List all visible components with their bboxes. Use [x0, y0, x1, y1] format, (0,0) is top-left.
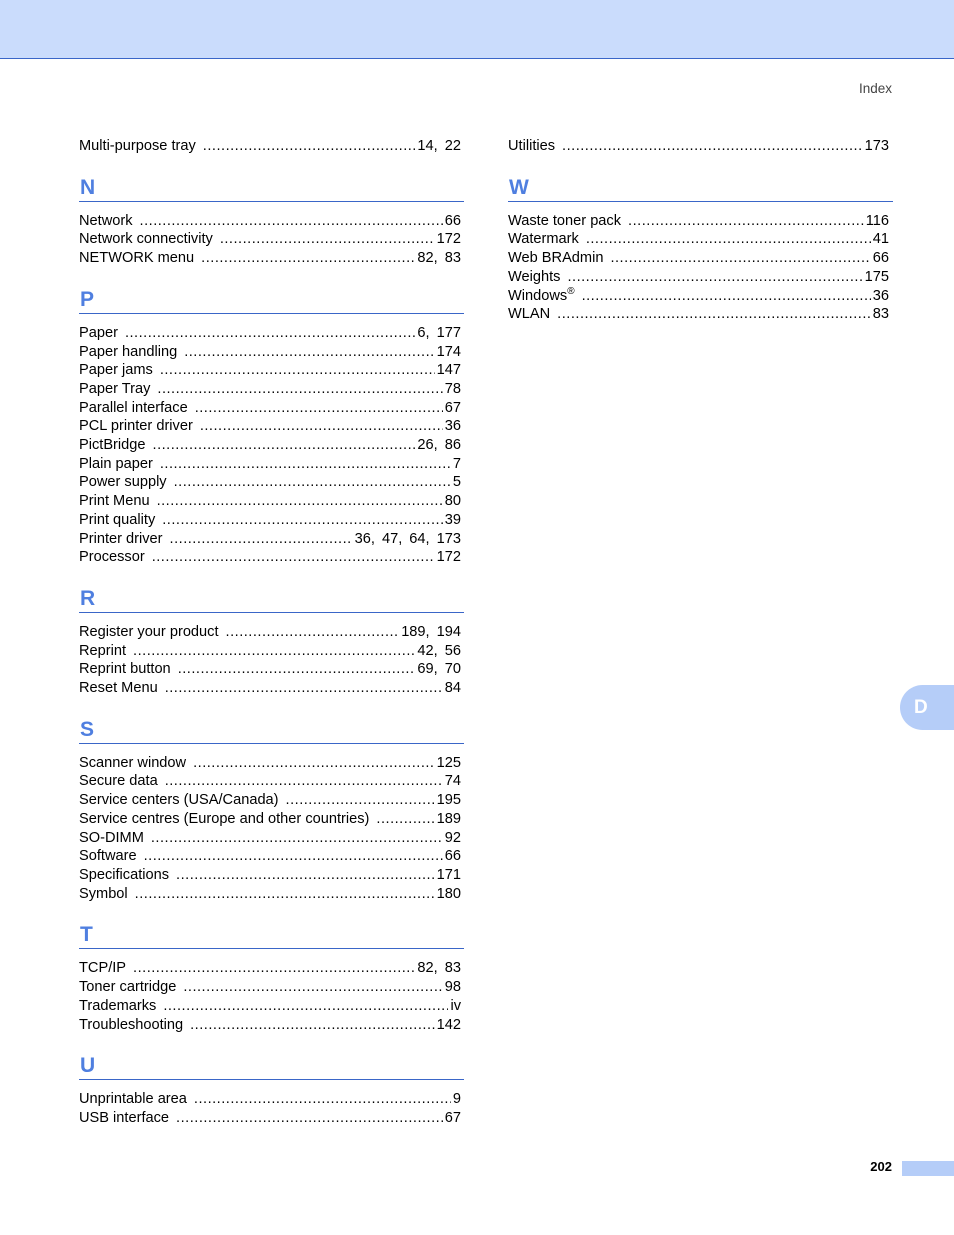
index-term: [79, 772, 158, 791]
index-term-text: Power supply: [79, 474, 167, 491]
index-page-refs[interactable]: 172: [436, 549, 461, 566]
index-page-refs[interactable]: 173: [864, 138, 889, 154]
index-term-text: Print Menu: [79, 493, 150, 510]
index-term-text: USB interface: [79, 1109, 170, 1126]
index-entry: [79, 679, 464, 698]
index-term-text: Reprint button: [79, 661, 171, 678]
dot-leader: [176, 866, 435, 885]
dot-leader: [557, 305, 871, 324]
dot-leader: [170, 530, 353, 549]
index-term-text: Processor: [79, 549, 145, 566]
dot-leader: [200, 417, 443, 436]
index-term: [79, 492, 150, 511]
index-page-refs[interactable]: 9: [452, 1091, 461, 1108]
index-term-text: Scanner window: [79, 754, 187, 771]
index-section-r: [79, 585, 464, 698]
index-term-text: Network: [79, 212, 133, 229]
index-page-refs[interactable]: 41: [872, 231, 889, 248]
index-term: [79, 399, 188, 418]
index-term-text: Utilities: [508, 138, 556, 154]
index-term-text: Paper: [79, 324, 118, 341]
index-entry: [508, 305, 892, 324]
index-page-refs[interactable]: 6, 177: [417, 324, 461, 341]
index-page-refs[interactable]: 98: [444, 979, 461, 996]
section-letter-heading: S: [79, 716, 464, 744]
index-entry: [79, 343, 464, 362]
index-page-refs[interactable]: 5: [452, 474, 461, 491]
index-page-refs[interactable]: 42, 56: [417, 642, 461, 659]
index-entry: [79, 791, 464, 810]
index-term: [79, 829, 144, 848]
dot-leader: [133, 642, 415, 661]
index-page-refs[interactable]: 92: [444, 829, 461, 846]
index-term-text: Paper Tray: [79, 380, 151, 397]
index-term: [79, 1109, 169, 1128]
dot-leader: [195, 399, 443, 418]
index-entry: [508, 230, 892, 249]
index-term-text: Paper handling: [79, 343, 178, 360]
index-term-text: Paper jams: [79, 362, 153, 379]
index-entry: [79, 324, 464, 343]
index-term: [79, 249, 194, 268]
dot-leader: [152, 548, 435, 567]
index-term-text: Plain paper: [79, 455, 153, 472]
dot-leader: [193, 754, 435, 773]
index-term: [508, 212, 621, 231]
index-term: [79, 866, 169, 885]
index-page-refs[interactable]: 36: [872, 287, 889, 304]
index-term-text: Unprintable area: [79, 1091, 187, 1108]
index-column-right: [508, 137, 892, 324]
index-term-text: TCP/IP: [79, 960, 127, 977]
index-section-n: [79, 174, 464, 268]
index-term-text: Service centres (Europe and other countries): [79, 810, 370, 827]
index-page-refs[interactable]: 83: [872, 306, 889, 323]
section-letter-heading: T: [79, 921, 464, 949]
index-term: [508, 249, 603, 268]
index-page-refs[interactable]: 36, 47, 64, 173: [354, 530, 461, 547]
index-entry: [79, 978, 464, 997]
index-section-w: [508, 174, 892, 324]
index-term-text: SO-DIMM: [79, 829, 144, 846]
index-entry: [79, 380, 464, 399]
dot-leader: [567, 268, 862, 287]
index-term: [79, 324, 118, 343]
index-page-refs[interactable]: 66: [872, 250, 889, 267]
index-page-refs[interactable]: iv: [450, 997, 461, 1014]
index-entry: [79, 959, 464, 978]
index-entry: [79, 511, 464, 530]
index-term: [79, 417, 193, 436]
dot-leader: [176, 1109, 443, 1128]
index-term: [79, 212, 133, 231]
index-term-text: Software: [79, 848, 137, 865]
dot-leader: [133, 959, 415, 978]
index-term: [79, 1016, 183, 1035]
index-term: [79, 230, 213, 249]
index-term-text: Print quality: [79, 511, 156, 528]
index-section-s: [79, 716, 464, 904]
index-page-refs[interactable]: 36: [444, 418, 461, 435]
index-entry: [79, 249, 464, 268]
index-page-refs[interactable]: 74: [444, 773, 461, 790]
index-page-refs[interactable]: 189: [436, 810, 461, 827]
index-entry: [79, 829, 464, 848]
index-term: [79, 511, 155, 530]
index-term-text: Specifications: [79, 866, 170, 883]
index-term-text: Toner cartridge: [79, 979, 177, 996]
index-entry: [79, 417, 464, 436]
dot-leader: [163, 997, 448, 1016]
index-page-refs[interactable]: 66: [444, 212, 461, 229]
index-term-text: Web BRAdmin: [508, 250, 604, 267]
index-page-refs[interactable]: 82, 83: [417, 250, 461, 267]
index-term-text: Troubleshooting: [79, 1016, 184, 1033]
index-term: [508, 137, 555, 156]
index-page-refs[interactable]: 84: [444, 680, 461, 697]
index-page-refs[interactable]: 180: [436, 885, 461, 902]
index-entry: [79, 137, 464, 156]
index-entry: [79, 548, 464, 567]
dot-leader: [194, 1090, 451, 1109]
index-entry: [508, 212, 892, 231]
index-entry: [79, 1090, 464, 1109]
index-term-text: Weights: [508, 268, 561, 285]
dot-leader: [610, 249, 870, 268]
index-term-text: Printer driver: [79, 530, 163, 547]
dot-leader: [582, 287, 871, 306]
index-page-refs[interactable]: 174: [436, 343, 461, 360]
index-term: [79, 473, 167, 492]
dot-leader: [190, 1016, 435, 1035]
index-term-text: Service centers (USA/Canada): [79, 792, 279, 809]
dot-leader: [174, 473, 451, 492]
dot-leader: [226, 623, 400, 642]
index-page-refs[interactable]: 7: [452, 455, 461, 472]
dot-leader: [125, 324, 415, 343]
index-entry: [79, 230, 464, 249]
index-page-refs[interactable]: 125: [436, 754, 461, 771]
index-entry: [79, 455, 464, 474]
index-term-text: Network connectivity: [79, 231, 213, 248]
index-page-refs[interactable]: 147: [436, 362, 461, 379]
section-letter-heading: P: [79, 286, 464, 314]
index-term: [79, 436, 146, 455]
index-term: [79, 660, 171, 679]
index-page-refs[interactable]: 195: [436, 792, 461, 809]
section-label: Index: [858, 81, 892, 96]
index-term-text: PictBridge: [79, 437, 146, 454]
index-entry: [79, 754, 464, 773]
dot-leader: [160, 361, 435, 380]
index-term-text: NETWORK menu: [79, 250, 195, 267]
dot-leader: [162, 511, 443, 530]
registered-mark: ®: [567, 285, 575, 297]
index-entry: [508, 287, 892, 306]
index-page-refs[interactable]: 80: [444, 493, 461, 510]
index-term: [79, 847, 137, 866]
dot-leader: [157, 380, 442, 399]
index-term-text: Reprint: [79, 642, 127, 659]
index-term-text: Secure data: [79, 773, 158, 790]
index-term: [79, 361, 153, 380]
dot-leader: [201, 249, 415, 268]
dot-leader: [135, 885, 435, 904]
index-term: [79, 679, 158, 698]
index-page-refs[interactable]: 39: [444, 511, 461, 528]
section-letter-heading: U: [79, 1052, 464, 1080]
index-term: [508, 268, 560, 287]
index-term: [79, 978, 176, 997]
index-page-refs[interactable]: 175: [864, 268, 889, 285]
index-page-refs[interactable]: 142: [436, 1016, 461, 1033]
index-term: [79, 959, 126, 978]
index-term-text: Reset Menu: [79, 680, 158, 697]
dot-leader: [562, 137, 863, 156]
dot-leader: [220, 230, 435, 249]
index-page-refs[interactable]: 66: [444, 848, 461, 865]
index-term: [508, 287, 575, 306]
dot-leader: [586, 230, 871, 249]
dot-leader: [160, 455, 451, 474]
dot-leader: [178, 660, 416, 679]
dot-leader: [144, 847, 443, 866]
index-entry: [79, 361, 464, 380]
index-entry: [79, 1016, 464, 1035]
section-letter-heading: R: [79, 585, 464, 613]
dot-leader: [286, 791, 435, 810]
index-term-text: Symbol: [79, 885, 128, 902]
index-entry: [508, 268, 892, 287]
index-term: [79, 885, 128, 904]
index-term: [79, 455, 153, 474]
index-column-left: [79, 137, 464, 1128]
index-page-refs[interactable]: 116: [865, 212, 889, 229]
index-term-text: WLAN: [508, 306, 551, 323]
index-entry: [79, 866, 464, 885]
index-page-refs[interactable]: 78: [444, 380, 461, 397]
index-entry: [79, 1109, 464, 1128]
index-page-refs[interactable]: 82, 83: [417, 960, 461, 977]
index-term: [508, 305, 550, 324]
index-entry: [79, 212, 464, 231]
index-page-refs[interactable]: 26, 86: [417, 437, 461, 454]
dot-leader: [153, 436, 416, 455]
dot-leader: [165, 679, 443, 698]
index-term-text: Windows: [508, 287, 568, 304]
index-term-text: Multi-purpose tray: [79, 138, 196, 154]
index-section-t: [79, 921, 464, 1034]
header-band: [0, 0, 954, 59]
index-term-text: Waste toner pack: [508, 212, 622, 229]
dot-leader: [628, 212, 864, 231]
index-entry: [79, 530, 464, 549]
index-page-refs[interactable]: 67: [444, 1109, 461, 1126]
index-entry: [79, 847, 464, 866]
index-entry: [79, 660, 464, 679]
index-entry: [79, 810, 464, 829]
index-section-p: [79, 286, 464, 567]
index-term-text: Trademarks: [79, 997, 157, 1014]
index-term-text: Register your product: [79, 623, 219, 640]
index-page-refs[interactable]: 67: [444, 399, 461, 416]
page-number: 202: [870, 1159, 892, 1174]
index-section-u: [79, 1052, 464, 1127]
index-term: [508, 230, 579, 249]
dot-leader: [151, 829, 443, 848]
chapter-tab[interactable]: D: [900, 685, 954, 730]
index-entry: [79, 623, 464, 642]
index-entry: [79, 642, 464, 661]
index-term: [79, 791, 279, 810]
index-entry: [79, 473, 464, 492]
index-entry: [79, 492, 464, 511]
index-term-text: Watermark: [508, 231, 579, 248]
index-entry: [508, 137, 892, 156]
index-entry: [79, 436, 464, 455]
index-term: [79, 1090, 187, 1109]
dot-leader: [203, 137, 416, 156]
dot-leader: [184, 343, 434, 362]
index-entry: [508, 249, 892, 268]
index-term: [79, 548, 145, 567]
index-term: [79, 137, 196, 156]
dot-leader: [157, 492, 443, 511]
index-term: [79, 642, 126, 661]
index-page-refs[interactable]: 14, 22: [417, 138, 461, 154]
dot-leader: [165, 772, 443, 791]
index-entry: [79, 885, 464, 904]
index-term: [79, 623, 219, 642]
index-term-text: Parallel interface: [79, 399, 188, 416]
index-page-refs[interactable]: 69, 70: [417, 661, 461, 678]
index-entry: [79, 772, 464, 791]
section-letter-heading: N: [79, 174, 464, 202]
index-page-refs[interactable]: 189, 194: [401, 623, 461, 640]
index-page-refs[interactable]: 171: [436, 866, 461, 883]
index-term-text: PCL printer driver: [79, 418, 193, 435]
dot-leader: [376, 810, 434, 829]
index-term: [79, 530, 163, 549]
dot-leader: [140, 212, 443, 231]
index-entry: [79, 997, 464, 1016]
index-term: [79, 380, 150, 399]
index-term: [79, 810, 369, 829]
index-entry: [79, 399, 464, 418]
page-number-bar: [902, 1161, 954, 1176]
index-page-refs[interactable]: 172: [436, 231, 461, 248]
index-term: [79, 343, 177, 362]
index-term: [79, 997, 156, 1016]
index-term: [79, 754, 186, 773]
dot-leader: [183, 978, 442, 997]
section-letter-heading: W: [508, 174, 893, 202]
